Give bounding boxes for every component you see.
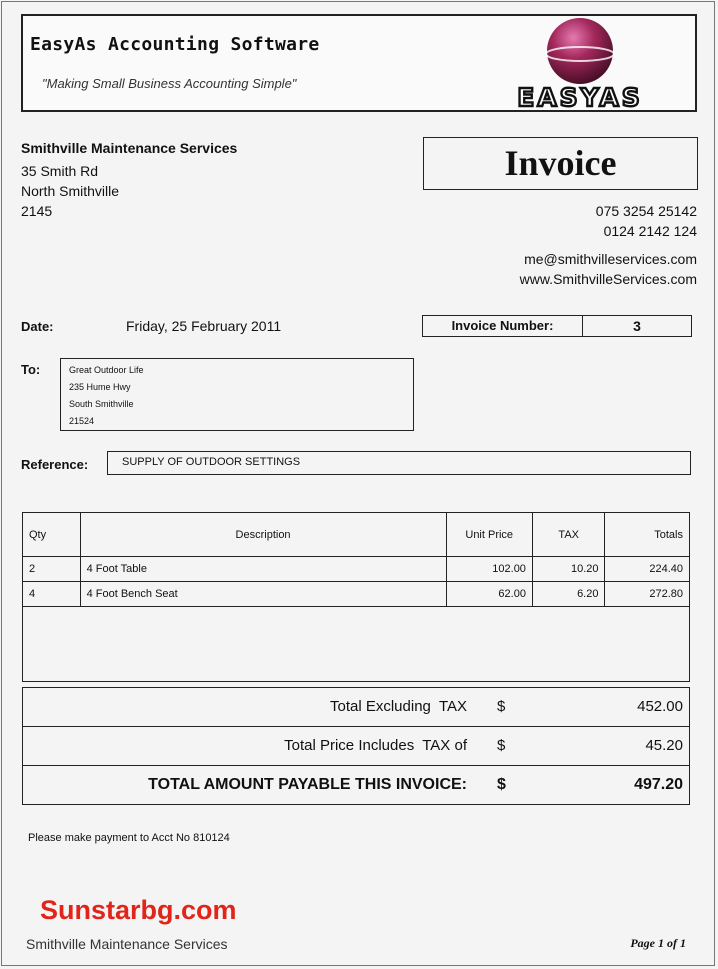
- invoice-number-box: [422, 315, 692, 337]
- seller-name: Smithville Maintenance Services: [21, 140, 238, 156]
- to-label: To:: [21, 362, 41, 377]
- col-description: Description: [80, 513, 446, 557]
- cell-qty: 4: [23, 582, 81, 607]
- app-title: EasyAs Accounting Software: [30, 34, 320, 55]
- line-items-table: [22, 512, 690, 682]
- table-row: [23, 582, 690, 607]
- total-excl-value: 452.00: [637, 698, 683, 715]
- invoice-number-label: Invoice Number:: [423, 316, 583, 336]
- seller-phone: 0124 2142 124: [603, 223, 697, 239]
- seller-address-line: 2145: [21, 203, 53, 219]
- cell-total: 224.40: [605, 557, 690, 582]
- invoice-title: Invoice: [504, 143, 617, 183]
- col-qty: Qty: [23, 513, 81, 557]
- recipient-line: 21524: [69, 416, 95, 426]
- seller-address-line: North Smithville: [21, 183, 120, 199]
- total-tax-value: 45.20: [645, 737, 683, 754]
- footer-company: Smithville Maintenance Services: [26, 936, 228, 952]
- currency-symbol: $: [497, 698, 506, 715]
- recipient-line: 235 Hume Hwy: [69, 382, 131, 392]
- logo-sphere-icon: [547, 18, 613, 84]
- reference-box: SUPPLY OF OUTDOOR SETTINGS: [107, 451, 691, 475]
- easyas-logo: [470, 18, 690, 110]
- total-payable-label: TOTAL AMOUNT PAYABLE THIS INVOICE:: [148, 776, 467, 793]
- currency-symbol: $: [497, 776, 506, 793]
- reference-label: Reference:: [21, 457, 89, 472]
- seller-email: me@smithvilleservices.com: [524, 251, 697, 267]
- col-totals: Totals: [605, 513, 690, 557]
- invoice-number: 3: [633, 318, 641, 334]
- total-tax-label: Total Price Includes TAX of: [284, 737, 467, 754]
- total-tax-row: [23, 727, 689, 766]
- total-excluding-tax-row: [23, 688, 689, 727]
- total-excl-label: Total Excluding TAX: [329, 698, 467, 715]
- currency-symbol: $: [497, 737, 506, 754]
- cell-qty: 2: [23, 557, 81, 582]
- seller-website: www.SmithvilleServices.com: [519, 271, 697, 287]
- page-number: Page 1 of 1: [630, 936, 686, 950]
- recipient-line: Great Outdoor Life: [69, 365, 144, 375]
- watermark: Sunstarbg.com: [40, 895, 237, 925]
- col-tax: TAX: [532, 513, 605, 557]
- invoice-title-box: [423, 137, 698, 190]
- cell-description: 4 Foot Bench Seat: [80, 582, 446, 607]
- cell-tax: 6.20: [532, 582, 605, 607]
- cell-unit-price: 102.00: [446, 557, 532, 582]
- total-payable-row: [23, 766, 689, 804]
- table-blank-row: [23, 607, 690, 682]
- totals-box: [22, 687, 690, 805]
- invoice-date: Friday, 25 February 2011: [126, 318, 282, 334]
- recipient-line: South Smithville: [69, 399, 134, 409]
- cell-unit-price: 62.00: [446, 582, 532, 607]
- col-unit-price: Unit Price: [446, 513, 532, 557]
- logo-text: EASYAS: [517, 83, 643, 110]
- table-row: [23, 557, 690, 582]
- seller-phone: 075 3254 25142: [595, 203, 697, 219]
- tagline: "Making Small Business Accounting Simple": [42, 76, 297, 91]
- cell-tax: 10.20: [532, 557, 605, 582]
- total-payable-value: 497.20: [634, 776, 683, 793]
- cell-description: 4 Foot Table: [80, 557, 446, 582]
- seller-address-line: 35 Smith Rd: [21, 163, 99, 179]
- cell-total: 272.80: [605, 582, 690, 607]
- recipient-box: [60, 358, 414, 431]
- table-header-row: [23, 513, 690, 557]
- date-label: Date:: [21, 319, 54, 334]
- payment-note: Please make payment to Acct No 810124: [28, 832, 230, 844]
